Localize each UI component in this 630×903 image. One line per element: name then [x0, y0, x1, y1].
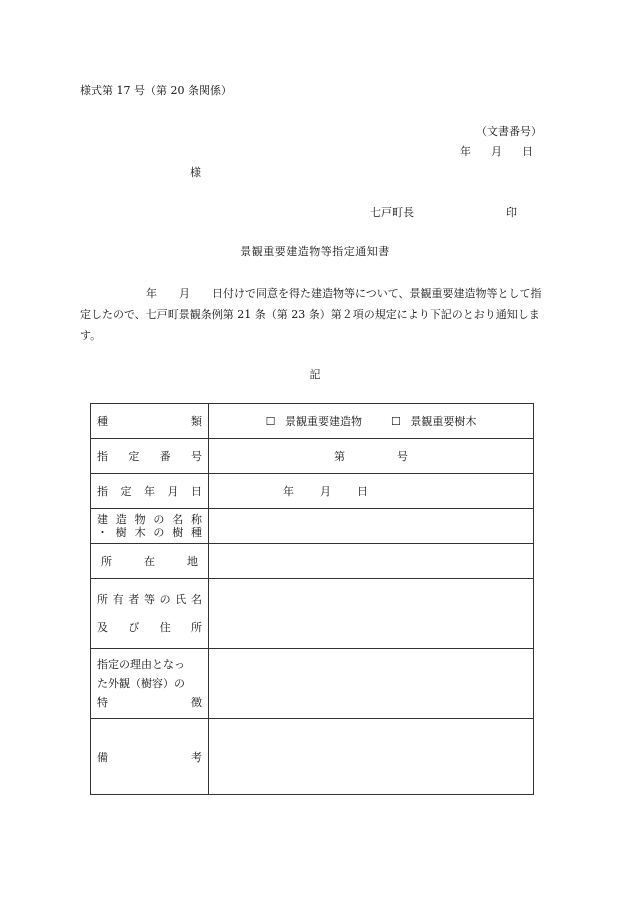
owner-label: 所 有 者 等 の 氏 名 及 び 住 所	[91, 579, 209, 649]
issue-date-month: 月	[491, 145, 502, 158]
ki-heading: 記	[309, 368, 321, 381]
option-tree: 景観重要樹木	[410, 415, 477, 428]
name-label: 建 造 物 の 名 称 ・ 樹 木 の 樹 種	[91, 509, 209, 544]
reason-value[interactable]	[209, 649, 534, 719]
issue-date	[460, 143, 533, 159]
designation-table	[90, 403, 534, 795]
row-remarks	[91, 719, 534, 795]
row-name	[91, 509, 534, 544]
checkbox-building[interactable]: ☐	[265, 415, 276, 428]
notice-body	[80, 283, 550, 346]
row-number	[91, 439, 534, 474]
number-label: 指 定 番 号	[91, 439, 209, 474]
location-label: 所 在 地	[91, 544, 209, 579]
document-title: 景観重要建造物等指定通知書	[240, 245, 390, 258]
notice-body-text: 年 月 日付けで同意を得た建造物等について、景観重要建造物等として指定したので、七戸町景観条例第 21 条（第 23 条）第２項の規定により下記のとおり通知します。	[80, 287, 542, 342]
location-value[interactable]	[209, 544, 534, 579]
form-number: 様式第 17 号（第 20 条関係）	[80, 84, 232, 97]
row-location	[91, 544, 534, 579]
issue-date-year: 年	[460, 145, 471, 158]
remarks-label: 備 考	[91, 719, 209, 795]
document-number-label: （文書番号）	[476, 125, 542, 138]
name-value[interactable]	[209, 509, 534, 544]
issue-date-day: 日	[522, 145, 533, 158]
addressee-suffix: 様	[190, 166, 201, 179]
remarks-value[interactable]	[209, 719, 534, 795]
type-label: 種 類	[91, 404, 209, 439]
date-label: 指 定 年 月 日	[91, 474, 209, 509]
seal-mark: 印	[506, 206, 517, 219]
row-type	[91, 404, 534, 439]
option-building: 景観重要建造物	[285, 415, 362, 428]
row-date	[91, 474, 534, 509]
checkbox-tree[interactable]: ☐	[391, 415, 401, 428]
number-value[interactable]: 第 号	[209, 439, 534, 474]
date-value[interactable]: 年 月 日	[209, 474, 534, 509]
sender-name: 七戸町長	[370, 206, 414, 219]
owner-value[interactable]	[209, 579, 534, 649]
type-options	[209, 404, 534, 439]
row-reason	[91, 649, 534, 719]
row-owner	[91, 579, 534, 649]
reason-label: 指定の理由となっ た外観（樹容）の 特 徴	[91, 649, 209, 719]
